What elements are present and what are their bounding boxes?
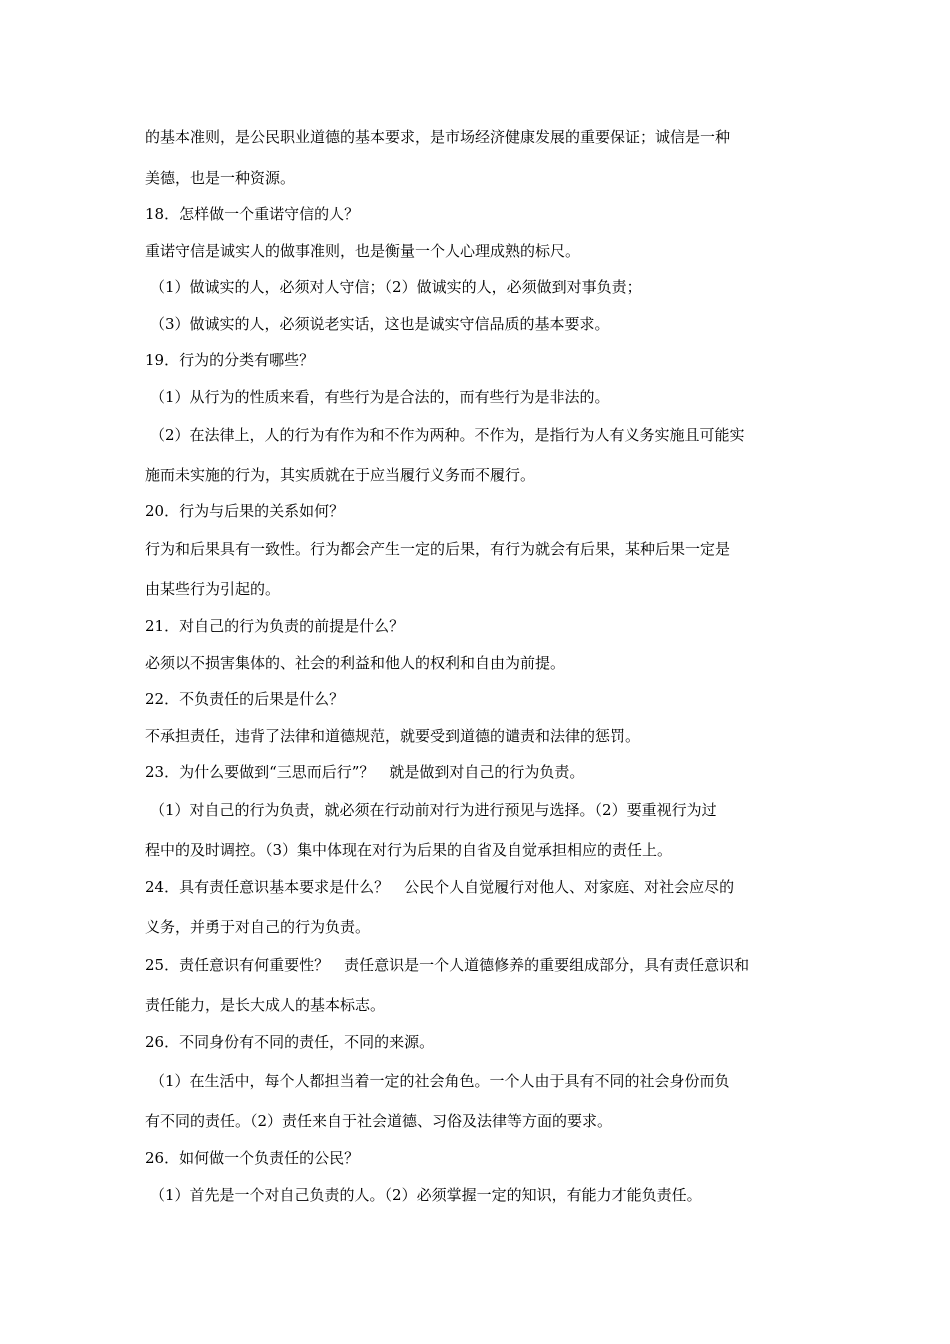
text-line: 的基本准则，是公民职业道德的基本要求，是市场经济健康发展的重要保证；诚信是一种 bbox=[145, 128, 731, 146]
text-line: （1）首先是一个对自己负责的人。（2）必须掌握一定的知识，有能力才能负责任。 bbox=[150, 1186, 702, 1204]
question-heading: 19．行为的分类有哪些？ bbox=[145, 351, 315, 369]
text-line: （1）从行为的性质来看，有些行为是合法的，而有些行为是非法的。 bbox=[150, 388, 610, 406]
text-line: 行为和后果具有一致性。行为都会产生一定的后果，有行为就会有后果，某种后果一定是 bbox=[145, 540, 731, 558]
text-line: 由某些行为引起的。 bbox=[145, 580, 281, 598]
question-heading: 20．行为与后果的关系如何？ bbox=[145, 502, 345, 520]
question-heading: 26．如何做一个负责任的公民？ bbox=[145, 1149, 360, 1167]
question-heading: 23．为什么要做到“三思而后行”？ 就是做到对自己的行为负责。 bbox=[145, 763, 585, 781]
text-line: 必须以不损害集体的、社会的利益和他人的权利和自由为前提。 bbox=[145, 654, 566, 672]
text-line: 程中的及时调控。（3）集中体现在对行为后果的自省及自觉承担相应的责任上。 bbox=[145, 841, 673, 859]
text-line: （1）做诚实的人，必须对人守信；（2）做诚实的人，必须做到对事负责； bbox=[150, 278, 642, 296]
question-heading: 21．对自己的行为负责的前提是什么？ bbox=[145, 617, 405, 635]
text-line: 有不同的责任。（2）责任来自于社会道德、习俗及法律等方面的要求。 bbox=[145, 1112, 613, 1130]
text-line: 不承担责任，违背了法律和道德规范，就要受到道德的谴责和法律的惩罚。 bbox=[145, 727, 641, 745]
text-line: （3）做诚实的人，必须说老实话，这也是诚实守信品质的基本要求。 bbox=[150, 315, 610, 333]
text-line: 责任能力，是长大成人的基本标志。 bbox=[145, 996, 386, 1014]
text-line: 施而未实施的行为，其实质就在于应当履行义务而不履行。 bbox=[145, 466, 536, 484]
text-line: 义务，并勇于对自己的行为负责。 bbox=[145, 918, 371, 936]
text-line: 重诺守信是诚实人的做事准则，也是衡量一个人心理成熟的标尺。 bbox=[145, 242, 581, 260]
text-line: （1）对自己的行为负责，就必须在行动前对行为进行预见与选择。（2）要重视行为过 bbox=[150, 801, 717, 819]
question-heading: 18．怎样做一个重诺守信的人？ bbox=[145, 205, 360, 223]
question-heading: 24．具有责任意识基本要求是什么？ 公民个人自觉履行对他人、对家庭、对社会应尽的 bbox=[145, 878, 735, 896]
text-line: （1）在生活中，每个人都担当着一定的社会角色。一个人由于具有不同的社会身份而负 bbox=[150, 1072, 730, 1090]
text-line: （2）在法律上，人的行为有作为和不作为两种。不作为，是指行为人有义务实施且可能实 bbox=[150, 426, 745, 444]
text-line: 美德，也是一种资源。 bbox=[145, 169, 296, 187]
question-heading: 26．不同身份有不同的责任，不同的来源。 bbox=[145, 1033, 435, 1051]
question-heading: 22．不负责任的后果是什么？ bbox=[145, 690, 345, 708]
question-heading: 25．责任意识有何重要性？ 责任意识是一个人道德修养的重要组成部分，具有责任意识和 bbox=[145, 956, 750, 974]
